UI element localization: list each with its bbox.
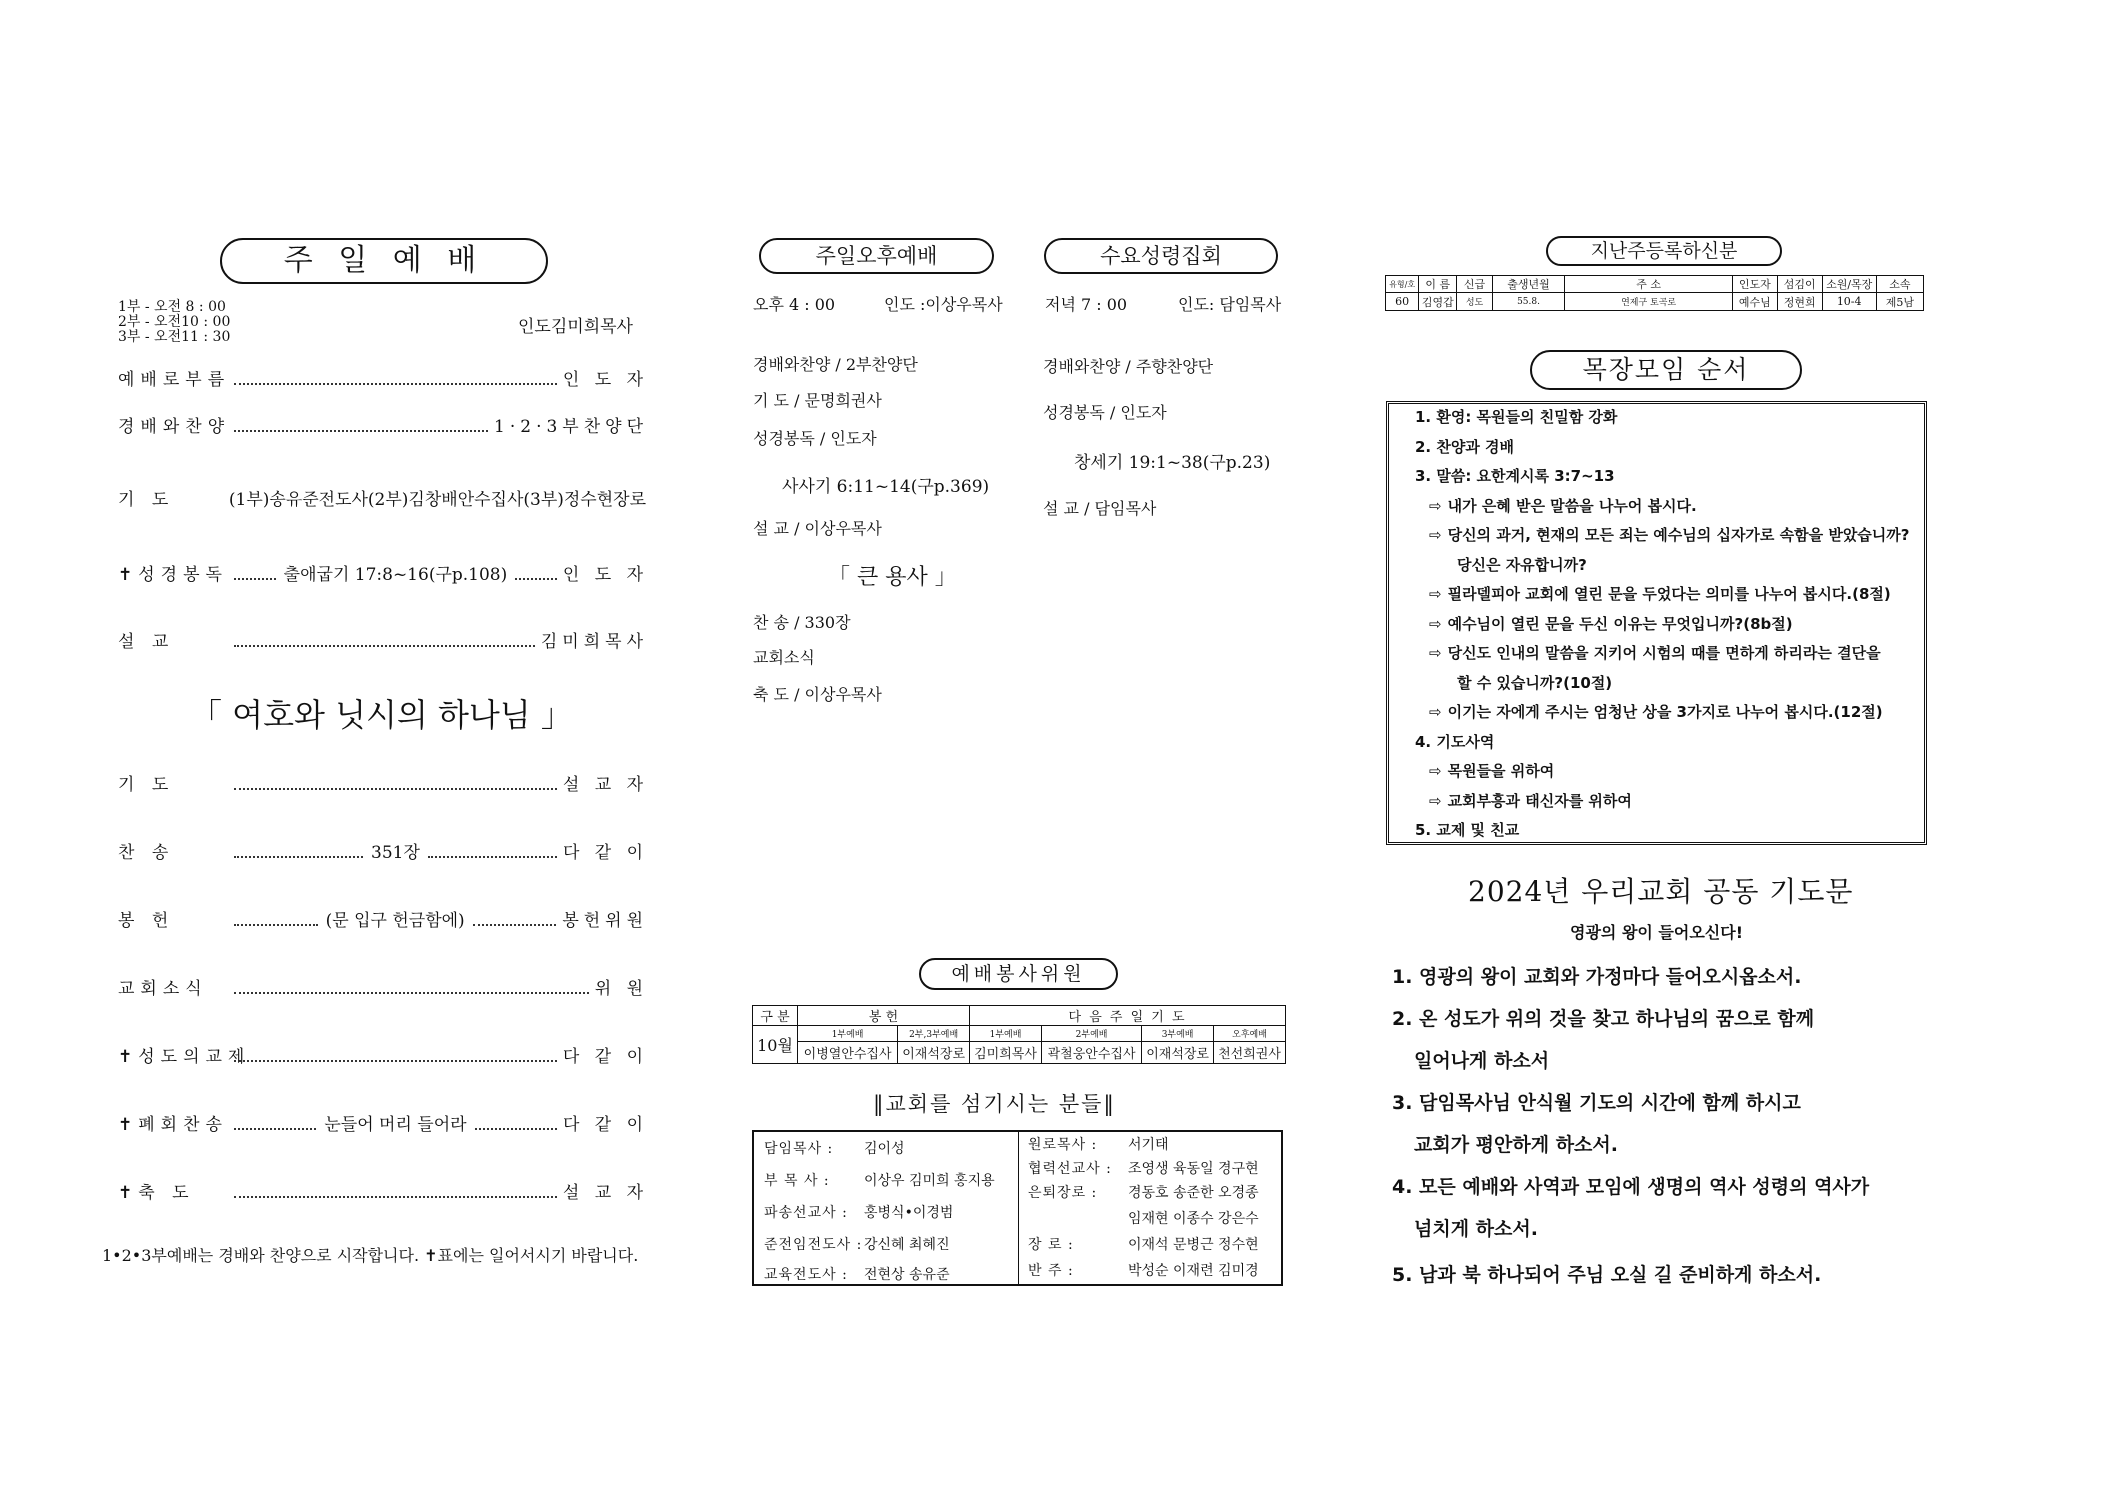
- order-person: 봉헌위원: [562, 911, 649, 931]
- committee-cell: 이병열안수집사: [798, 1042, 898, 1064]
- sub-header: 1부예배: [970, 1026, 1042, 1042]
- servant-names: 김이성: [864, 1141, 905, 1157]
- sermon-title: 「 여호와 닛시의 하나님 」: [190, 696, 573, 734]
- cell-meeting-line: [1415, 819, 1519, 840]
- order-person: 인 도 자: [562, 370, 648, 390]
- prayer-line: 일어나게 하소서: [1414, 1050, 1550, 1072]
- servant-row: [764, 1170, 995, 1190]
- order-row: [118, 485, 648, 510]
- servant-names: 이상우 김미희 홍지용: [864, 1173, 995, 1189]
- servant-names: 강신혜 최혜진: [864, 1237, 950, 1253]
- cell-meeting-text: 목원들을 위하여: [1447, 762, 1555, 780]
- newcomers-header: 소원/목장: [1822, 276, 1876, 293]
- cell-meeting-line: [1429, 760, 1554, 781]
- servant-names: 임재현 이종수 강은수: [1128, 1211, 1259, 1227]
- leader-dots: [234, 787, 557, 790]
- committee-cell: 천선희권사: [1214, 1042, 1286, 1064]
- servant-role: 장 로 :: [1028, 1237, 1074, 1253]
- order-row: [118, 838, 648, 863]
- afternoon-item: 찬 송 / 330장: [753, 613, 851, 632]
- cell-meeting-line: [1429, 613, 1793, 634]
- committee-cell: 김미희목사: [970, 1042, 1042, 1064]
- cell-meeting-line: [1429, 583, 1891, 604]
- order-row: [118, 906, 648, 931]
- order-label: ✝폐회찬송: [118, 1115, 228, 1135]
- newcomers-header: 섬김이: [1777, 276, 1822, 293]
- servant-row: [764, 1264, 950, 1284]
- wednesday-item: 경배와찬양 / 주향찬양단: [1043, 357, 1214, 376]
- servant-row: [1028, 1208, 1259, 1228]
- footnote: 1•2•3부예배는 경배와 찬양으로 시작합니다. ✝표에는 일어서시기 바랍니다.: [102, 1246, 639, 1265]
- servant-role: 원로목사 :: [1028, 1137, 1098, 1153]
- servant-names: 이재석 문병근 정수현: [1128, 1237, 1259, 1253]
- order-person: 설 교 자: [562, 1183, 648, 1203]
- cell-meeting-text: 당신도 인내의 말씀을 지키어 시험의 때를 면하게 하리라는 결단을: [1447, 644, 1881, 662]
- servant-row: [1028, 1234, 1259, 1254]
- leader-dots: [475, 1127, 557, 1130]
- servant-row: [1028, 1182, 1259, 1202]
- prayer-line: 교회가 평안하게 하소서.: [1414, 1134, 1618, 1156]
- cell-meeting-text: 1. 환영: 목원들의 친밀함 강화: [1415, 408, 1618, 426]
- order-label: ✝성경봉독: [118, 565, 228, 585]
- cell-meeting-text: 교회부흥과 태신자를 위하여: [1447, 791, 1632, 810]
- order-person: 다 같 이: [562, 1115, 649, 1135]
- newcomers-cell: 제5남: [1876, 293, 1923, 311]
- sub-header: 2부예배: [1041, 1026, 1141, 1042]
- cell-meeting-text: 4. 기도사역: [1415, 732, 1495, 751]
- order-row: [118, 1178, 648, 1203]
- order-label: 경배와찬양: [118, 417, 231, 437]
- cell-meeting-line: [1415, 406, 1617, 427]
- time-1: 1부 - 오전 8 : 00: [118, 299, 226, 315]
- prayer-line: 1. 영광의 왕이 교회와 가정마다 들어오시옵소서.: [1392, 966, 1802, 988]
- leader-dots: [234, 991, 589, 994]
- arrow-icon: ⇨: [1429, 496, 1442, 515]
- newcomers-header: 출생년월: [1492, 276, 1564, 293]
- time-2: 2부 - 오전10 : 00: [118, 314, 231, 330]
- order-person: 위 원: [594, 979, 648, 999]
- order-label: 찬 송: [118, 843, 175, 863]
- newcomers-cell: 연제구 토곡로: [1565, 293, 1733, 311]
- committee-cell: 곽철웅안수집사: [1041, 1042, 1141, 1064]
- arrow-icon: ⇨: [1429, 614, 1442, 633]
- order-row: [118, 627, 648, 652]
- cell-meeting-text: 당신의 과거, 현재의 모든 죄는 예수님의 십자가로 속함을 받았습니까?: [1447, 526, 1910, 544]
- leader-dots: [234, 855, 363, 858]
- order-row: [118, 560, 648, 585]
- afternoon-sermon-title: 「 큰 용사 」: [828, 565, 957, 590]
- cell-meeting-text: 5. 교제 및 친교: [1415, 821, 1520, 839]
- servants-box: [752, 1130, 1283, 1286]
- cell-meeting-line: [1429, 642, 1881, 663]
- wednesday-item: 설 교 / 담임목사: [1043, 499, 1157, 518]
- servants-title: ‖교회를 섬기시는 분들‖: [873, 1092, 1116, 1116]
- cell-meeting-text: 내가 은혜 받은 말씀을 나누어 봅시다.: [1447, 496, 1697, 515]
- order-detail: 출애굽기 17:8~16(구p.108): [283, 565, 508, 585]
- servant-names: 경동호 송준한 오경종: [1128, 1185, 1259, 1201]
- committee-cell: 이재석장로: [898, 1042, 970, 1064]
- order-label: ✝축 도: [118, 1183, 195, 1203]
- leader-dots: [428, 855, 557, 858]
- servant-names: 전현상 송유준: [864, 1267, 950, 1283]
- newcomers-header: 소속: [1876, 276, 1923, 293]
- order-label: 기 도: [118, 775, 175, 795]
- arrow-icon: ⇨: [1429, 644, 1442, 662]
- cell-meeting-line: [1415, 465, 1615, 486]
- sunday-service-title: 주 일 예 배: [220, 238, 548, 284]
- leader-dots: [234, 1059, 557, 1062]
- service-committee-table: [752, 1005, 1286, 1064]
- order-row: [118, 1110, 648, 1135]
- order-label: 예배로부름: [118, 370, 231, 390]
- newcomers-cell: 55.8.: [1492, 293, 1564, 311]
- order-row: [118, 412, 648, 437]
- leader-dots: [473, 923, 557, 926]
- leader-dots: [234, 1195, 557, 1198]
- prayer-line: 넘치게 하소서.: [1414, 1218, 1538, 1240]
- month-cell: 10월: [753, 1026, 798, 1064]
- leader-dots: [234, 1127, 316, 1130]
- order-person: 김미희목사: [540, 632, 648, 652]
- servant-row: [764, 1202, 953, 1222]
- servant-row: [1028, 1134, 1169, 1154]
- service-committee-title: 예배봉사위원: [919, 958, 1118, 990]
- afternoon-item: 교회소식: [753, 648, 815, 667]
- afternoon-service-title: 주일오후예배: [759, 238, 994, 274]
- newcomers-title: 지난주등록하신분: [1546, 236, 1782, 266]
- arrow-icon: ⇨: [1429, 585, 1442, 603]
- newcomers-header: 주 소: [1565, 276, 1733, 293]
- order-detail: (문 입구 헌금함에): [325, 911, 465, 931]
- order-row: [118, 770, 648, 795]
- cell-meeting-text: 3. 말씀: 요한계시록 3:7~13: [1415, 467, 1615, 485]
- newcomers-header: 인도자: [1732, 276, 1777, 293]
- afternoon-item: 축 도 / 이상우목사: [753, 685, 882, 704]
- cell-meeting-line: [1429, 701, 1883, 722]
- cell-meeting-line: [1415, 731, 1494, 752]
- afternoon-item: 사사기 6:11~14(구p.369): [782, 477, 990, 497]
- order-detail: 351장: [371, 843, 420, 863]
- cell-meeting-text: 필라델피아 교회에 열린 문을 두었다는 의미를 나누어 봅시다.(8절): [1447, 585, 1891, 603]
- order-person: 다 같 이: [562, 843, 649, 863]
- afternoon-item: 기 도 / 문명희권사: [753, 391, 882, 410]
- order-person: 다 같 이: [562, 1047, 648, 1067]
- afternoon-time: 오후 4 : 00: [753, 295, 836, 314]
- wednesday-item: 창세기 19:1~38(구p.23): [1074, 453, 1271, 473]
- leader-dots: [234, 382, 557, 385]
- cell-meeting-text: 2. 찬양과 경배: [1415, 437, 1515, 456]
- servants-divider: [1018, 1132, 1019, 1284]
- order-row: [118, 365, 648, 390]
- cell-meeting-line: [1429, 495, 1697, 516]
- servant-role: 파송선교사 :: [764, 1205, 848, 1221]
- servant-names: 홍병식•이경범: [864, 1205, 954, 1221]
- newcomers-cell: 성도: [1457, 293, 1493, 311]
- newcomers-header: 신급: [1457, 276, 1493, 293]
- order-label: 교회소식: [118, 979, 208, 999]
- newcomers-cell: 정현희: [1777, 293, 1822, 311]
- cell-meeting-line: [1429, 524, 1909, 545]
- order-label: 기 도: [118, 490, 175, 510]
- servant-role: 협력선교사 :: [1028, 1161, 1112, 1177]
- newcomers-table: [1385, 275, 1924, 311]
- cell-meeting-box: [1386, 401, 1927, 845]
- leader-dots: [234, 644, 535, 647]
- servant-role: 반 주 :: [1028, 1263, 1074, 1279]
- afternoon-item: 경배와찬양 / 2부찬양단: [753, 355, 918, 374]
- header-offering: 봉 헌: [798, 1006, 970, 1026]
- committee-cell: 이재석장로: [1142, 1042, 1214, 1064]
- sub-header: 1부예배: [798, 1026, 898, 1042]
- servant-names: 서기태: [1128, 1137, 1169, 1153]
- servant-row: [1028, 1158, 1259, 1178]
- order-row: [118, 1042, 648, 1067]
- arrow-icon: ⇨: [1429, 791, 1442, 810]
- prayer-line: 5. 남과 북 하나되어 주님 오실 길 준비하게 하소서.: [1392, 1264, 1822, 1286]
- prayer-subtitle: 영광의 왕이 들어오신다!: [1570, 923, 1743, 942]
- servant-role: 준전임전도사 :: [764, 1237, 863, 1253]
- wednesday-leader: 인도: 담임목사: [1178, 295, 1282, 314]
- servant-role: 담임목사 :: [764, 1141, 834, 1157]
- arrow-icon: ⇨: [1429, 762, 1442, 780]
- afternoon-item: 설 교 / 이상우목사: [753, 519, 882, 538]
- cell-meeting-line: [1415, 436, 1514, 457]
- cell-meeting-line: [1429, 790, 1632, 811]
- service-leader: 인도김미희목사: [518, 317, 633, 337]
- cell-meeting-text: 할 수 있습니까?(10절): [1457, 673, 1613, 692]
- servant-row: [1028, 1260, 1259, 1280]
- servant-row: [764, 1234, 950, 1254]
- cell-meeting-line: [1457, 672, 1612, 693]
- header-gubun: 구 분: [753, 1006, 798, 1026]
- order-person: 1·2·3부찬양단: [494, 417, 648, 437]
- prayer-line: 2. 온 성도가 위의 것을 찾고 하나님의 꿈으로 함께: [1392, 1008, 1815, 1030]
- servant-role: 교육전도사 :: [764, 1267, 848, 1283]
- cell-meeting-text: 이기는 자에게 주시는 엄청난 상을 3가지로 나누어 봅시다.(12절): [1447, 703, 1883, 721]
- arrow-icon: ⇨: [1429, 526, 1442, 544]
- leader-dots: [515, 577, 557, 580]
- wednesday-service-title: 수요성령집회: [1044, 238, 1278, 274]
- servant-names: 박성순 이재련 김미경: [1128, 1263, 1259, 1279]
- prayer-line: 3. 담임목사님 안식월 기도의 시간에 함께 하시고: [1392, 1092, 1801, 1114]
- order-label: 설 교: [118, 632, 175, 652]
- sub-header: 2부,3부예배: [898, 1026, 970, 1042]
- order-person: 설 교 자: [562, 775, 648, 795]
- header-next-prayer: 다 음 주 일 기 도: [970, 1006, 1286, 1026]
- cell-meeting-title: 목장모임 순서: [1530, 350, 1802, 390]
- order-detail: (1부)송유준전도사(2부)김창배안수집사(3부)정수현장로: [228, 490, 646, 510]
- afternoon-leader: 인도 :이상우목사: [884, 295, 1003, 314]
- order-person: 인 도 자: [562, 565, 648, 585]
- cell-meeting-text: 예수님이 열린 문을 두신 이유는 무엇입니까?(8b절): [1447, 614, 1793, 633]
- newcomers-cell: 김영갑: [1419, 293, 1457, 311]
- prayer-title: 2024년 우리교회 공동 기도문: [1468, 875, 1854, 908]
- newcomers-cell: 60: [1386, 293, 1419, 311]
- newcomers-header: 이 름: [1419, 276, 1457, 293]
- cell-meeting-text: 당신은 자유합니까?: [1457, 555, 1587, 574]
- afternoon-item: 성경봉독 / 인도자: [753, 429, 877, 448]
- order-detail: 눈들어 머리 들어라: [324, 1115, 467, 1135]
- newcomers-cell: 예수님: [1732, 293, 1777, 311]
- sub-header: 오후예배: [1214, 1026, 1286, 1042]
- leader-dots: [234, 923, 318, 926]
- order-row: [118, 974, 648, 999]
- servant-row: [764, 1138, 905, 1158]
- order-label: ✝성도의교제: [118, 1047, 251, 1067]
- leader-dots: [234, 429, 488, 432]
- time-3: 3부 - 오전11 : 30: [118, 329, 231, 345]
- wednesday-time: 저녁 7 : 00: [1045, 295, 1128, 314]
- servant-role: 부 목 사 :: [764, 1173, 830, 1189]
- prayer-line: 4. 모든 예배와 사역과 모임에 생명의 역사 성령의 역사가: [1392, 1176, 1870, 1198]
- servant-role: 은퇴장로 :: [1028, 1185, 1098, 1201]
- newcomers-cell: 10-4: [1822, 293, 1876, 311]
- servant-names: 조영생 육동일 경구현: [1128, 1161, 1259, 1177]
- leader-dots: [234, 577, 276, 580]
- cell-meeting-line: [1457, 554, 1587, 575]
- newcomers-header: 유형/호: [1386, 276, 1419, 293]
- sub-header: 3부예배: [1142, 1026, 1214, 1042]
- wednesday-item: 성경봉독 / 인도자: [1043, 403, 1167, 422]
- arrow-icon: ⇨: [1429, 703, 1442, 721]
- service-times: [118, 300, 230, 345]
- order-label: 봉 헌: [118, 911, 175, 931]
